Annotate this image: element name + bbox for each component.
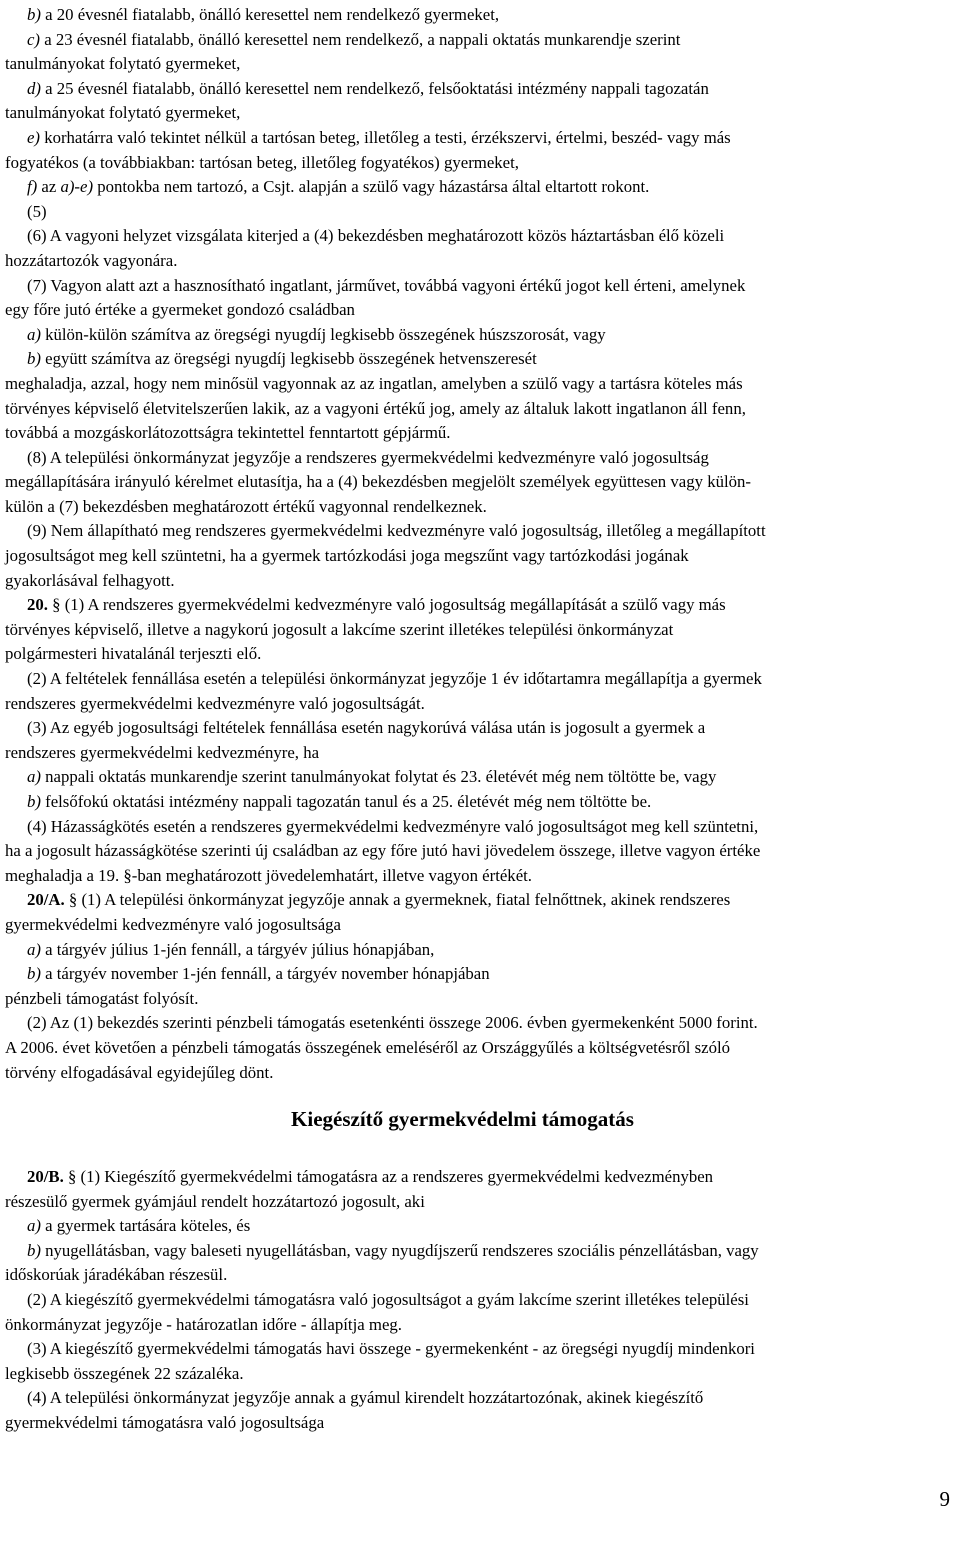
line-text: A 2006. évet követően a pénzbeli támogatás összegének emeléséről az Országgyűlés a költségvetésről szóló — [5, 1037, 731, 1057]
text-line — [5, 175, 957, 200]
text-line — [5, 1036, 957, 1061]
text-line — [5, 347, 957, 372]
line-text: § (1) Kiegészítő gyermekvédelmi támogatásra az a rendszeres gyermekvédelmi kedvezményben — [63, 1167, 714, 1186]
line-text: megállapítására irányuló kérelmet elutasítja, ha a (4) bekezdésben megjelölt személyek együttesen vagy külön- — [5, 472, 752, 492]
section-number: 20/B. — [27, 1167, 64, 1186]
line-text: (6) A vagyoni helyzet vizsgálata kiterjed a (4) bekezdésben meghatározott közös háztartásban élő közeli — [27, 226, 725, 246]
text-line — [5, 126, 957, 151]
text-line — [5, 421, 957, 446]
line-text: (4) A települési önkormányzat jegyzője annak a gyámul kirendelt hozzátartozónak, akinek kiegészítő — [27, 1388, 704, 1408]
line-text: a 20 évesnél fiatalabb, önálló keresettel nem rendelkező gyermeket, — [40, 5, 500, 24]
item-label: a) — [27, 1216, 41, 1236]
line-text: nappali oktatás munkarendje szerint tanulmányokat folytat és 23. életévét még nem töltötte be, vagy — [40, 767, 717, 787]
line-text: polgármesteri hivatalánál terjeszti elő. — [5, 644, 262, 664]
section-number: 20. — [27, 595, 48, 615]
body-text-block — [5, 3, 957, 1085]
line-text: § (1) A települési önkormányzat jegyzője annak a gyermeknek, fiatal felnőttnek, akinek rendszeres — [64, 890, 731, 910]
line-text: a tárgyév július 1-jén fennáll, a tárgyév július hónapjában, — [40, 939, 435, 959]
text-line — [5, 298, 957, 323]
text-line — [5, 1239, 957, 1264]
text-line — [5, 667, 957, 692]
text-line — [5, 741, 957, 766]
line-text: (7) Vagyon alatt azt a hasznosítható ingatlant, járművet, továbbá vagyoni értékű jogot kell érteni, amelynek — [27, 275, 746, 295]
line-text: a tárgyév november 1-jén fennáll, a tárgyév november hónapjában — [40, 964, 490, 984]
text-line — [5, 224, 957, 249]
line-text: önkormányzat jegyzője - határozatlan időre - állapítja meg. — [5, 1314, 402, 1334]
text-line — [5, 519, 957, 544]
line-text: az — [37, 177, 61, 197]
line-text: külön-külön számítva az öregségi nyugdíj legkisebb összegének húszszorosát, vagy — [40, 324, 606, 344]
line-text: gyakorlásával felhagyott. — [5, 570, 175, 590]
line-text: fogyatékos (a továbbiakban: tartósan beteg, illetőleg fogyatékos) gyermeket, — [5, 152, 519, 172]
line-text: (8) A települési önkormányzat jegyzője a rendszeres gyermekvédelmi kedvezményre való jogosultság — [27, 447, 709, 467]
text-line — [5, 618, 957, 643]
text-line — [5, 1337, 957, 1362]
line-text: gyermekvédelmi támogatásra való jogosultsága — [5, 1412, 325, 1432]
text-line — [5, 1214, 957, 1239]
text-line — [5, 372, 957, 397]
line-text: részesülő gyermek gyámjául rendelt hozzátartozó jogosult, aki — [5, 1191, 425, 1211]
text-line — [5, 1362, 957, 1387]
text-line — [5, 790, 957, 815]
text-line — [5, 987, 957, 1012]
item-label: e) — [27, 127, 41, 147]
text-line — [5, 1288, 957, 1313]
text-line — [5, 249, 957, 274]
line-text: legkisebb összegének 22 százaléka. — [5, 1363, 244, 1383]
text-line — [5, 151, 957, 176]
line-text: meghaladja, azzal, hogy nem minősül vagyonnak az az ingatlan, amelyben a szülő vagy a tartásra köteles más — [5, 373, 743, 393]
line-text: jogosultságot meg kell szüntetni, ha a gyermek tartózkodási joga megszűnt vagy tartózkodási jogának — [5, 546, 689, 566]
item-label: b) — [27, 964, 41, 984]
text-line — [5, 864, 957, 889]
line-text: törvényes képviselő életvitelszerűen lakik, az a vagyoni értékű jog, amely az általuk lakott ingatlanon áll fenn, — [5, 398, 746, 418]
line-text: (5) — [27, 201, 47, 221]
text-line — [5, 323, 957, 348]
line-text: nyugellátásban, vagy baleseti nyugellátásban, vagy nyugdíjszerű rendszeres szociális pénzellátásban, vagy — [40, 1240, 759, 1260]
text-line — [5, 274, 957, 299]
line-text: a 25 évesnél fiatalabb, önálló keresettel nem rendelkező, felsőoktatási intézmény nappali tagozatán — [40, 78, 709, 98]
line-text: (2) A kiegészítő gyermekvédelmi támogatásra való jogosultságot a gyám lakcíme szerint illetékes települési — [27, 1289, 749, 1309]
item-label: b) — [27, 5, 41, 24]
text-line — [5, 470, 957, 495]
text-line — [5, 1263, 957, 1288]
line-text: korhatárra való tekintet nélkül a tartósan beteg, illetőleg a testi, érzékszervi, értelmi, beszéd- vagy más — [40, 127, 731, 147]
text-line — [5, 938, 957, 963]
line-text: a gyermek tartására köteles, és — [40, 1216, 251, 1236]
line-text: időskorúak járadékában részesül. — [5, 1265, 228, 1285]
text-line — [5, 913, 957, 938]
line-text: tanulmányokat folytató gyermeket, — [5, 54, 241, 74]
text-line — [5, 569, 957, 594]
text-line — [5, 815, 957, 840]
line-text: hozzátartozók vagyonára. — [5, 250, 178, 270]
line-text: pontokba nem tartozó, a Csjt. alapján a szülő vagy házastársa által eltartott rokont. — [93, 177, 650, 197]
body-text-block-2 — [5, 1165, 957, 1436]
text-line — [5, 1313, 957, 1338]
text-line — [5, 593, 957, 618]
line-text: (3) Az egyéb jogosultsági feltételek fennállása esetén nagykorúvá válása után is jogosult a gyermek a — [27, 718, 706, 738]
item-label: a) — [27, 324, 41, 344]
text-line — [5, 52, 957, 77]
line-text: felsőfokú oktatási intézmény nappali tagozatán tanul és a 25. életévét még nem töltötte be. — [40, 792, 652, 811]
line-text: gyermekvédelmi kedvezményre való jogosultsága — [5, 914, 341, 934]
item-label: d) — [27, 78, 41, 98]
line-text: a 23 évesnél fiatalabb, önálló keresettel nem rendelkező, a nappali oktatás munkarendje szerint — [40, 29, 681, 49]
text-line — [5, 495, 957, 520]
line-text: § (1) A rendszeres gyermekvédelmi kedvezményre való jogosultság megállapítását a szülő vagy más — [47, 595, 726, 615]
text-line — [5, 1011, 957, 1036]
line-text: törvényes képviselő, illetve a nagykorú jogosult a lakcíme szerint illetékes települési önkormányzat — [5, 619, 674, 639]
text-line — [5, 692, 957, 717]
text-line — [5, 77, 957, 102]
line-text: pénzbeli támogatást folyósít. — [5, 988, 199, 1008]
text-line — [5, 642, 957, 667]
item-label: a) — [27, 767, 41, 787]
text-line — [5, 544, 957, 569]
text-line — [5, 397, 957, 422]
line-text: ha a jogosult házasságkötése szerinti új családban az egy főre jutó havi jövedelem összege, illetve vagyon értéke — [5, 841, 761, 861]
item-label: f) — [27, 177, 38, 197]
text-line — [5, 1190, 957, 1215]
item-label: c) — [27, 29, 41, 49]
item-label: b) — [27, 349, 41, 369]
line-text: egy főre jutó értéke a gyermeket gondozó családban — [5, 300, 355, 320]
line-text: továbbá a mozgáskorlátozottságra tekintettel fenntartott gépjármű. — [5, 423, 451, 443]
text-line — [5, 1386, 957, 1411]
text-line — [5, 28, 957, 53]
text-line — [5, 101, 957, 126]
item-label: b) — [27, 792, 41, 811]
item-label: a) — [27, 939, 41, 959]
item-label: a)-e) — [60, 177, 94, 197]
line-text: (2) A feltételek fennállása esetén a települési önkormányzat jegyzője 1 év időtartamra megállapítja a gyermek — [27, 669, 762, 689]
line-text: (3) A kiegészítő gyermekvédelmi támogatás havi összege - gyermekenként - az öregségi nyugdíj mindenkori — [27, 1339, 755, 1359]
line-text: együtt számítva az öregségi nyugdíj legkisebb összegének hetvenszeresét — [40, 349, 537, 369]
text-line — [5, 1061, 957, 1086]
line-text: rendszeres gyermekvédelmi kedvezményre való jogosultságát. — [5, 693, 425, 713]
text-line — [5, 765, 957, 790]
text-line — [5, 962, 957, 987]
text-line — [5, 1165, 957, 1190]
line-text: tanulmányokat folytató gyermeket, — [5, 103, 241, 123]
page-number: 9 — [939, 1487, 950, 1511]
line-text: meghaladja a 19. §-ban meghatározott jövedelemhatárt, illetve vagyon értékét. — [5, 865, 532, 885]
section-number: 20/A. — [27, 890, 65, 910]
text-line — [5, 1411, 957, 1436]
text-line — [5, 446, 957, 471]
line-text: külön a (7) bekezdésben meghatározott értékű vagyonnal rendelkeznek. — [5, 496, 487, 516]
line-text: törvény elfogadásával egyidejűleg dönt. — [5, 1062, 274, 1082]
section-heading: Kiegészítő gyermekvédelmi támogatás — [291, 1107, 634, 1131]
text-line — [5, 716, 957, 741]
line-text: (4) Házasságkötés esetén a rendszeres gyermekvédelmi kedvezményre való jogosultságot meg kell szüntetni, — [27, 816, 759, 836]
text-line — [5, 200, 957, 225]
line-text: (2) Az (1) bekezdés szerinti pénzbeli támogatás esetenkénti összege 2006. évben gyermekenként 5000 forint. — [27, 1013, 758, 1033]
text-line — [5, 3, 957, 28]
line-text: rendszeres gyermekvédelmi kedvezményre, ha — [5, 742, 320, 762]
text-line — [5, 839, 957, 864]
line-text: (9) Nem állapítható meg rendszeres gyermekvédelmi kedvezményre való jogosultság, illetőleg a megállapított — [27, 521, 766, 541]
section-heading-area — [0, 1105, 960, 1133]
text-line — [5, 888, 957, 913]
item-label: b) — [27, 1240, 41, 1260]
